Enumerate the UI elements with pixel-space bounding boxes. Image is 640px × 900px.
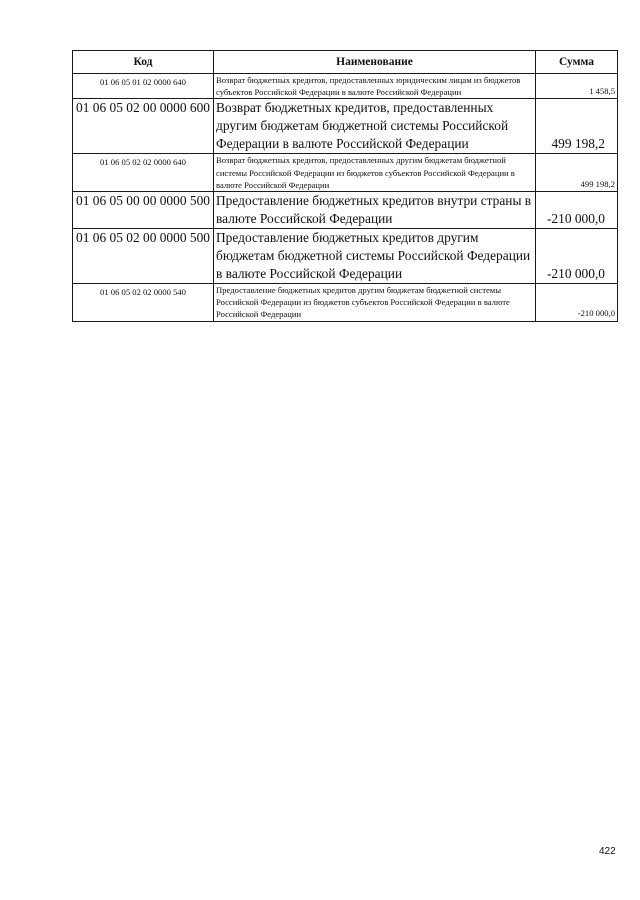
- table-row: [73, 74, 618, 99]
- table-row: [73, 284, 618, 322]
- budget-sources-table: [72, 50, 618, 322]
- header-code: Код: [73, 51, 214, 74]
- table-header-row: [73, 51, 618, 74]
- row-code: 01 06 05 02 02 0000 640: [73, 154, 214, 192]
- row-name: Возврат бюджетных кредитов, предоставленных юридическим лицам из бюджетов субъектов Российской Федерации в валюте Российской Федерации: [214, 74, 536, 99]
- row-sum: -210 000,0: [536, 229, 618, 284]
- row-sum: 499 198,2: [536, 99, 618, 154]
- row-code: 01 06 05 01 02 0000 640: [73, 74, 214, 99]
- page-number: 422: [599, 846, 616, 857]
- row-name: Возврат бюджетных кредитов, предоставленных другим бюджетам бюджетной системы Российской Федерации из бюджетов субъектов Российской Федерации в валюте Российской Федерации: [214, 154, 536, 192]
- row-name: Предоставление бюджетных кредитов другим бюджетам бюджетной системы Российской Федерации из бюджетов субъектов Российской Федерации в валюте Российской Федерации: [214, 284, 536, 322]
- row-name: Предоставление бюджетных кредитов другим бюджетам бюджетной системы Российской Федерации в валюте Российской Федерации: [214, 229, 536, 284]
- header-sum: Сумма: [536, 51, 618, 74]
- row-sum: 1 458,5: [536, 74, 618, 99]
- row-sum: 499 198,2: [536, 154, 618, 192]
- row-sum: -210 000,0: [536, 192, 618, 229]
- row-code: 01 06 05 02 02 0000 540: [73, 284, 214, 322]
- table-row: [73, 192, 618, 229]
- table-row: [73, 154, 618, 192]
- row-sum: -210 000,0: [536, 284, 618, 322]
- table-row: [73, 99, 618, 154]
- row-name: Возврат бюджетных кредитов, предоставленных другим бюджетам бюджетной системы Российской Федерации в валюте Российской Федерации: [214, 99, 536, 154]
- table-row: [73, 229, 618, 284]
- row-code: 01 06 05 02 00 0000 600: [73, 99, 214, 154]
- row-name: Предоставление бюджетных кредитов внутри страны в валюте Российской Федерации: [214, 192, 536, 229]
- row-code: 01 06 05 02 00 0000 500: [73, 229, 214, 284]
- row-code: 01 06 05 00 00 0000 500: [73, 192, 214, 229]
- header-name: Наименование: [214, 51, 536, 74]
